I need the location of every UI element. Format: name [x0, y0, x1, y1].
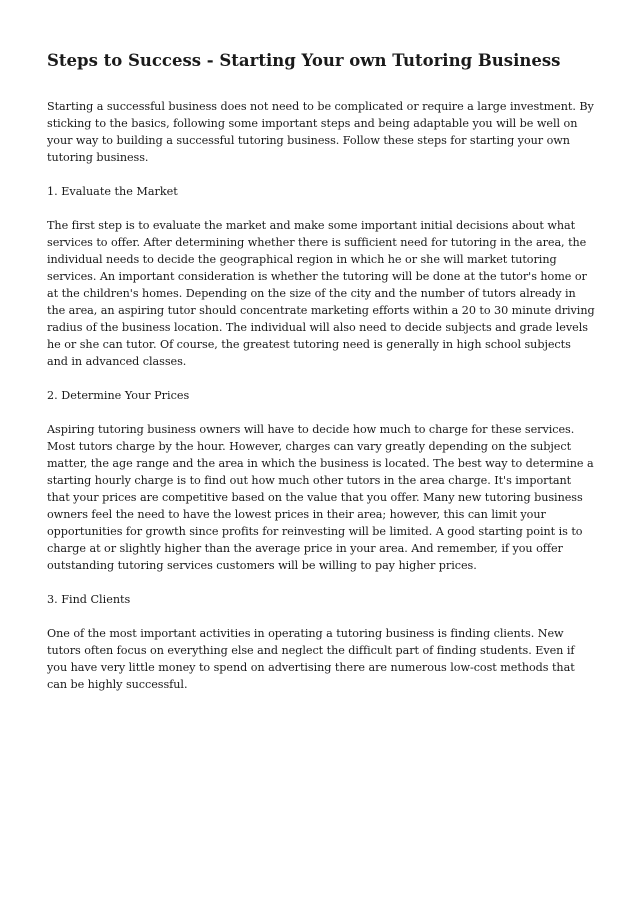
section-heading: 2. Determine Your Prices — [47, 389, 190, 402]
section-find-clients — [47, 591, 595, 693]
section-heading: 1. Evaluate the Market — [47, 185, 178, 198]
intro-paragraph: Starting a successful business does not need to be complicated or require a large investment. By sticking to the basics, following some important steps and being adaptable you will be well on your way to building a successful tutoring business. Follow these steps for starting your own tutoring business. — [47, 100, 594, 164]
section-body: Aspiring tutoring business owners will have to decide how much to charge for these services. Most tutors charge by the hour. However, charges can vary greatly depending on the subject matter, the age range and the area in which the business is located. The best way to determine a starting hourly charge is to find out how much other tutors in the area charge. It's important that your prices are competitive based on the value that you offer. Many new tutoring business owners feel the need to have the lowest prices in their area; however, this can limit your opportunities for growth since profits for reinvesting will be limited. A good starting point is to charge at or slightly higher than the average price in your area. And remember, if you offer outstanding tutoring services customers will be willing to pay higher prices. — [47, 423, 594, 572]
document-page — [47, 50, 595, 710]
section-body: The first step is to evaluate the market and make some important initial decisions about what services to offer. After determining whether there is sufficient need for tutoring in the area, the individual needs to decide the geographical region in which he or she will market tutoring services. An important consideration is whether the tutoring will be done at the tutor's home or at the children's homes. Depending on the size of the city and the number of tutors already in the area, an aspiring tutor should concentrate marketing efforts within a 20 to 30 minute driving radius of the business location. The individual will also need to decide subjects and grade levels he or she can tutor. Of course, the greatest tutoring need is generally in high school subjects and in advanced classes. — [47, 219, 595, 368]
section-determine-prices — [47, 387, 595, 574]
document-title: Steps to Success - Starting Your own Tutoring Business — [47, 51, 561, 70]
section-evaluate-market — [47, 183, 595, 370]
section-heading: 3. Find Clients — [47, 593, 131, 606]
section-body: One of the most important activities in operating a tutoring business is finding clients. New tutors often focus on everything else and neglect the difficult part of finding students. Even if you have very little money to spend on advertising there are numerous low-cost methods that can be highly successful. — [47, 627, 575, 691]
